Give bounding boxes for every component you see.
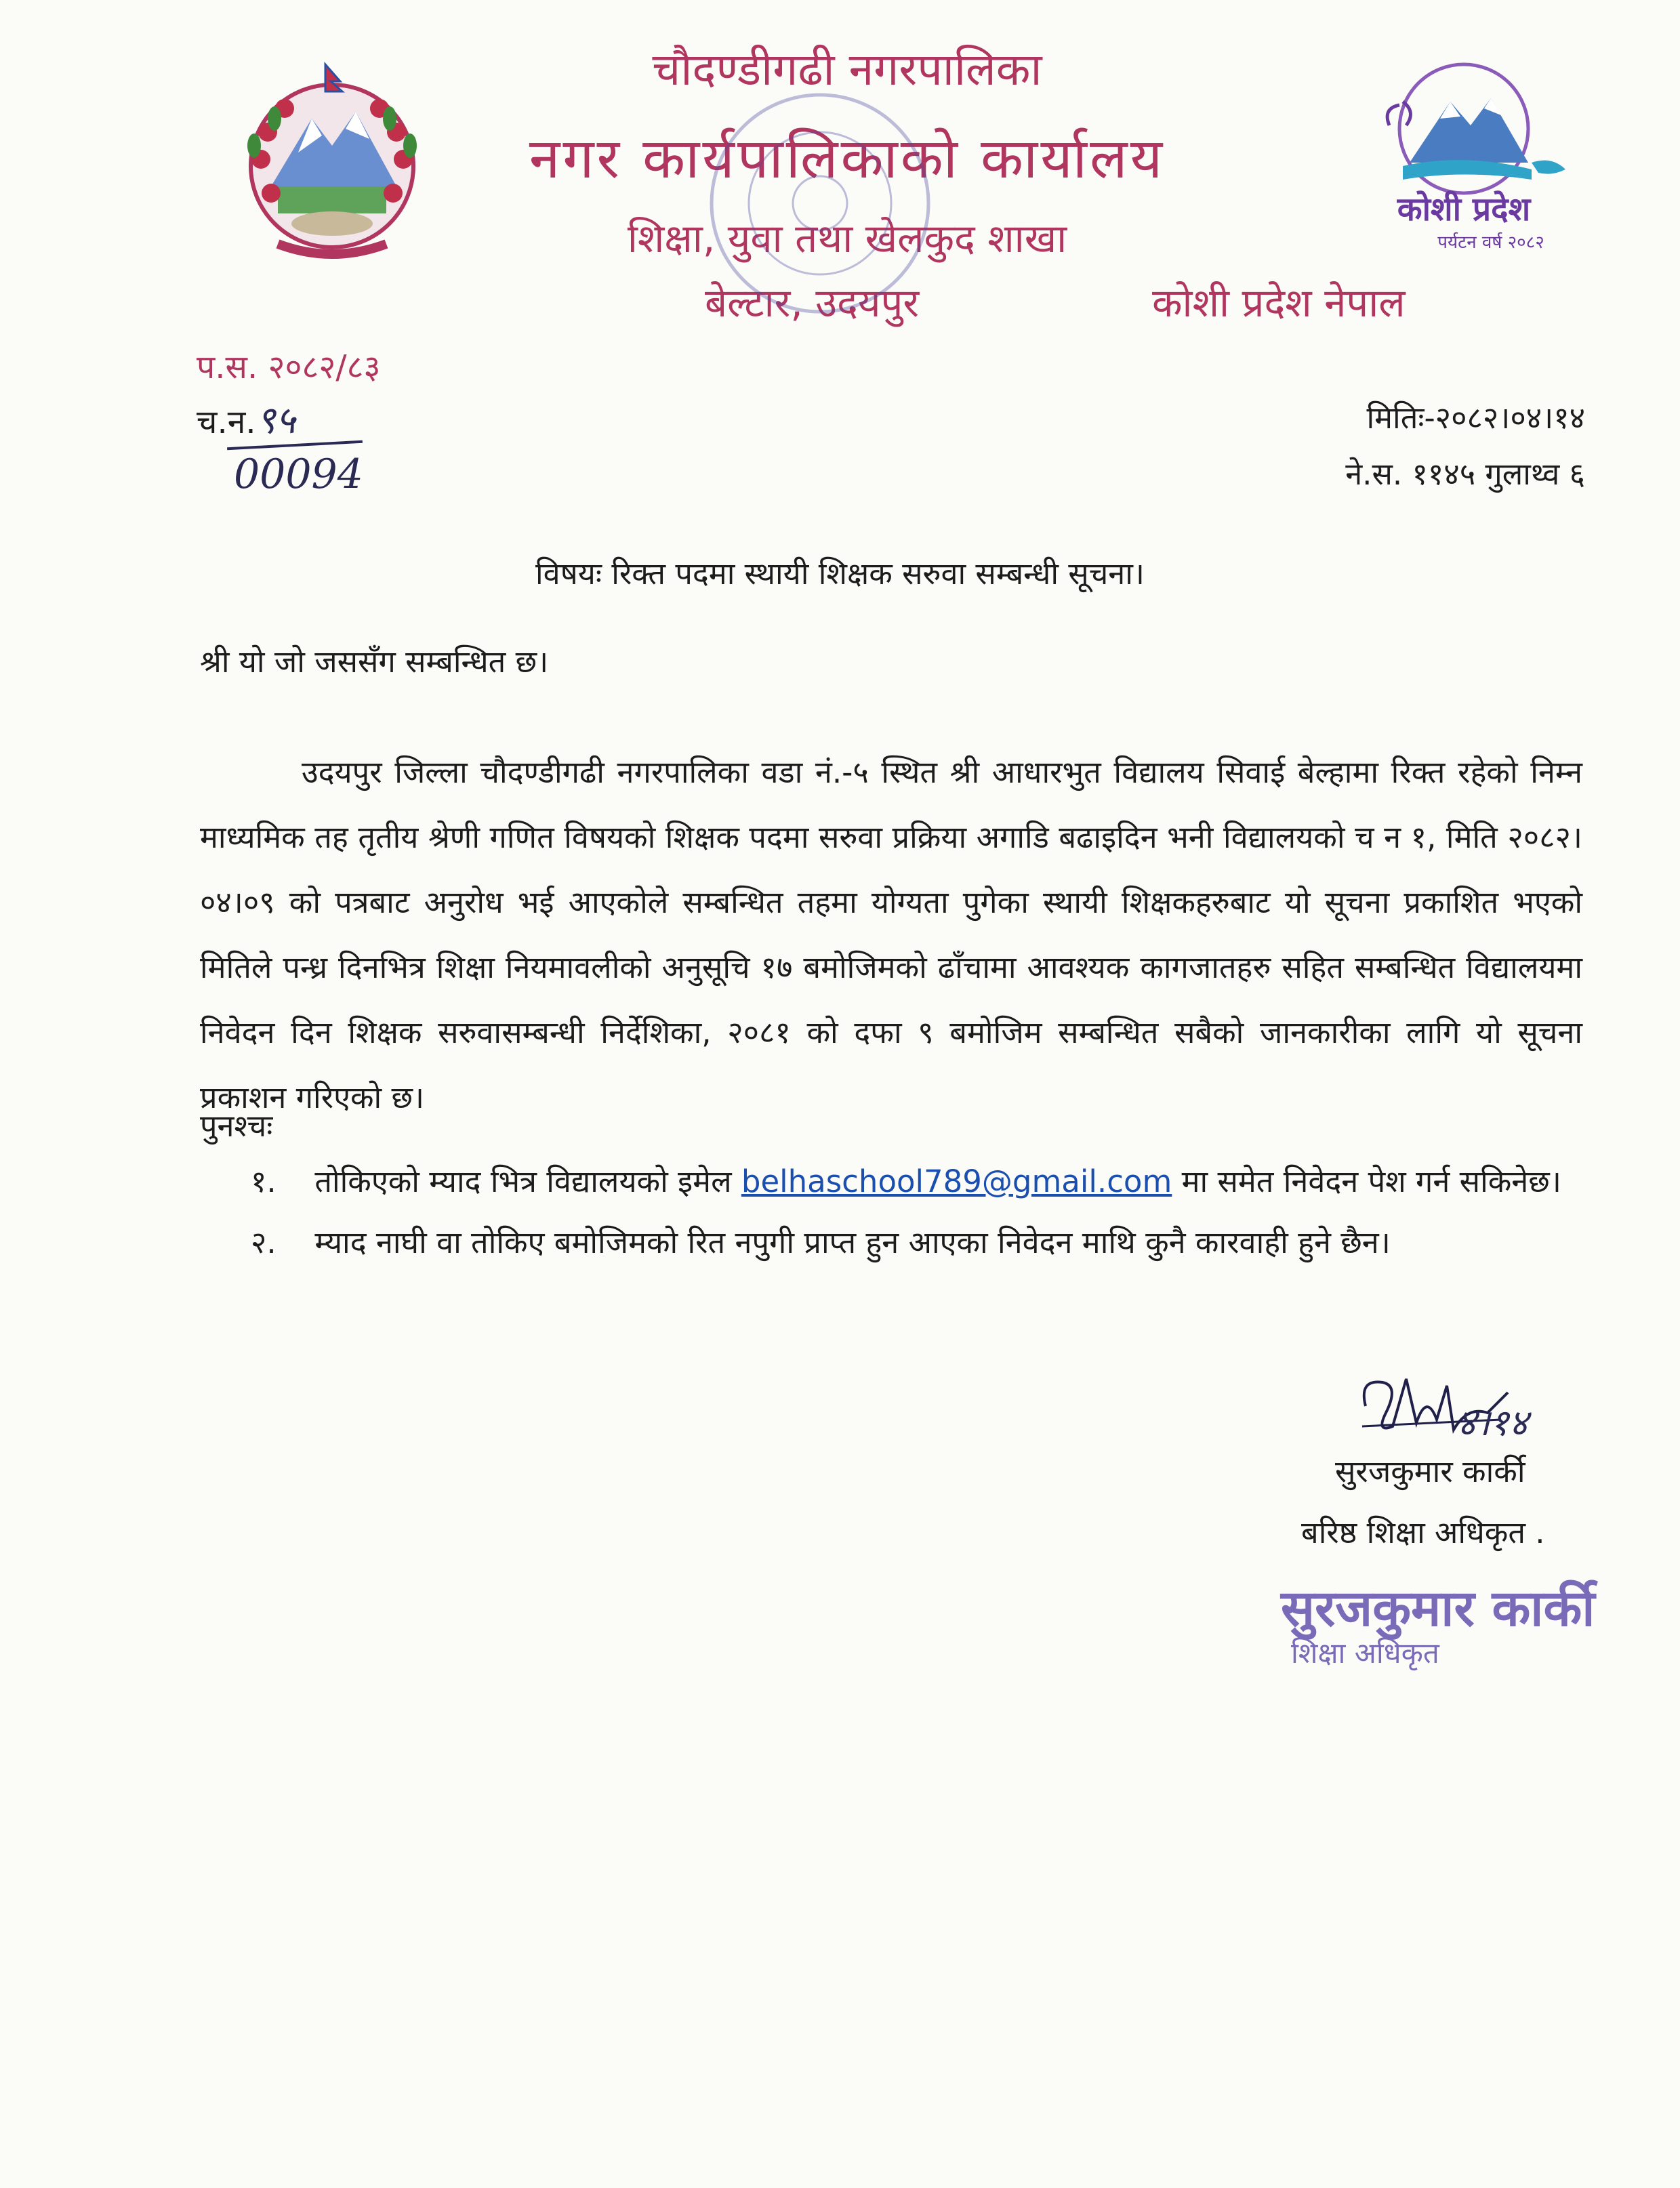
signatory-name: सुरजकुमार कार्की — [1335, 1453, 1525, 1489]
postscript-item-text: मा समेत निवेदन पेश गर्न सकिनेछ। — [1181, 1163, 1561, 1199]
notice-body: उदयपुर जिल्ला चौदण्डीगढी नगरपालिका वडा नं.-५ स्थित श्री आधारभुत विद्यालय सिवाई बेल्हामा रिक्त रहेको निम्न माध्यमिक तह तृतीय श्रेणी गणित विषयको शिक्षक पदमा सरुवा प्रक्रिया अगाडि बढाइदिन भनी विद्यालयको च न १, मिति २०८२।०४।०९ को पत्रबाट अनुरोध भई आएकोले सम्बन्धित तहमा योग्यता पुगेका स्थायी शिक्षकहरुबाट यो सूचना प्रकाशित भएको मितिले पन्ध्र दिनभित्र शिक्षा नियमावलीको अनुसूचि १७ बमोजिमको ढाँचामा आवश्यक कागजातहरु सहित सम्बन्धित विद्यालयमा निवेदन दिन शिक्षक सरुवासम्बन्धी निर्देशिका, २०८१ को दफा ९ बमोजिम सम्बन्धित सबैको जानकारीका लागि यो सूचना प्रकाशन गरिएको छ। — [200, 754, 1582, 1115]
date-nepal-sambat: ने.स. ११४५ गुलाथ्व ६ — [1345, 456, 1585, 492]
stamp-name: सुरजकुमार कार्की — [1281, 1580, 1595, 1638]
subject-line: विषयः रिक्त पदमा स्थायी शिक्षक सरुवा सम्बन्धी सूचना। — [535, 556, 1145, 592]
school-email-link[interactable]: belhaschool789@gmail.com — [741, 1163, 1172, 1199]
nepal-government-emblem — [230, 51, 434, 268]
date-bs: मितिः-२०८२।०४।१४ — [1366, 400, 1585, 436]
koshi-pradesh-logo-name: कोशी प्रदेश — [1397, 190, 1531, 228]
dispatch-number-handwritten: ९५ — [255, 398, 295, 442]
fiscal-year-reference: प.स. २०८२/८३ — [197, 348, 381, 386]
office-seal — [705, 88, 935, 321]
office-name: नगर कार्यपालिकाको कार्यालय — [529, 127, 1166, 191]
office-address: बेल्टार, उदयपुर — [705, 280, 920, 326]
dispatch-number-label — [197, 393, 295, 445]
province-name: कोशी प्रदेश नेपाल — [1152, 280, 1406, 326]
postscript-item-text: म्याद नाघी वा तोकिए बमोजिमको रित नपुगी प्राप्त हुन आएका निवेदन माथि कुनै कारवाही हुने छैन। — [314, 1224, 1391, 1260]
signatory-designation: बरिष्ठ शिक्षा अधिकृत . — [1301, 1514, 1545, 1550]
handwritten-number: 00094 — [234, 451, 363, 498]
postscript-item-number: २. — [251, 1224, 276, 1260]
salutation: श्री यो जो जससँग सम्बन्धित छ। — [200, 644, 549, 680]
stamp-designation: शिक्षा अधिकृत — [1291, 1636, 1439, 1670]
branch-name: शिक्षा, युवा तथा खेलकुद शाखा — [627, 215, 1067, 262]
koshi-pradesh-logo-tagline: पर्यटन वर्ष २०८२ — [1437, 232, 1544, 253]
postscript-item-1 — [251, 1160, 1561, 1201]
dispatch-label: च.न. — [197, 403, 256, 441]
signature-date-handwritten: ४।१४ — [1457, 1401, 1528, 1444]
koshi-pradesh-logo — [1362, 61, 1579, 257]
municipality-name: चौदण्डीगढी नगरपालिका — [652, 43, 1042, 96]
postscript-item-2 — [251, 1221, 1391, 1262]
postscript-item-text: तोकिएको म्याद भित्र विद्यालयको इमेल — [314, 1163, 732, 1199]
postscript-item-number: १. — [251, 1163, 276, 1199]
postscript-label: पुनश्चः — [200, 1108, 273, 1144]
